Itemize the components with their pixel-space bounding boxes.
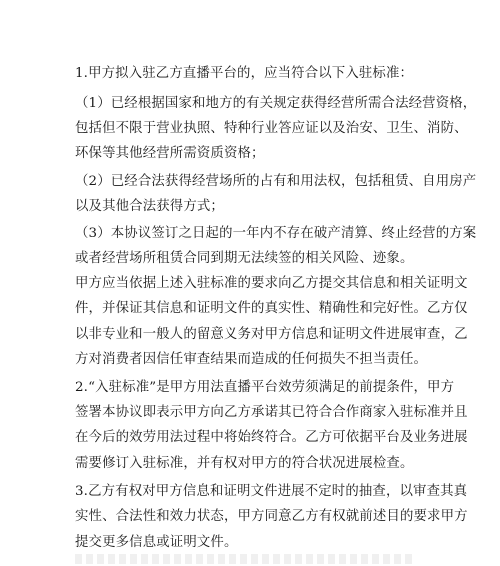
text-line: 签署本协议即表示甲方向乙方承诺其已符合合作商家入驻标准并且 [75,405,468,420]
text-line: 1.甲方拟入驻乙方直播平台的，应当符合以下入驻标准： [75,66,414,81]
text-line: 实性、合法性和效力状态，甲方同意乙方有权就前述目的要求甲方 [75,509,468,524]
text-line: 提交更多信息或证明文件。 [75,535,238,550]
text-line: 需要修订入驻标准，并有权对甲方的符合状况进展检查。 [75,456,414,471]
text-line: 甲方应当依据上述入驻标准的要求向乙方提交其信息和相关证明文 [75,276,468,291]
text-line: （3）本协议签订之日起的一年内不存在破产清算、终止经营的方案 [75,226,477,241]
text-line: 以非专业和一般人的留意义务对甲方信息和证明文件进展审查，乙 [75,327,468,342]
text-line: 3.乙方有权对甲方信息和证明文件进展不定时的抽查，以审查其真 [75,484,468,499]
text-line: 方对消费者因信任审查结果而造成的任何损失不担当责任。 [75,352,428,367]
text-line: 件，并保证其信息和证明文件的真实性、精确性和完好性。乙方仅 [75,301,468,316]
text-line: 包括但不限于营业执照、特种行业答应证以及治安、卫生、消防、 [75,121,468,136]
text-line: 2.“入驻标准”是甲方用法直播平台效劳须满足的前提条件，甲方 [75,380,455,395]
text-line: （2）已经合法获得经营场所的占有和用法权，包括租赁、自用房产 [75,174,477,189]
faded-bottom-text [75,554,415,564]
text-line: 在今后的效劳用法过程中将始终符合。乙方可依据平台及业务进展 [75,430,468,445]
text-line: 环保等其他经营所需资质资格； [75,146,265,161]
text-line: 以及其他合法获得方式； [75,199,224,214]
text-line: 或者经营场所租赁合同到期无法续签的相关风险、迹象。 [75,251,414,266]
text-line: （1）已经根据国家和地方的有关规定获得经营所需合法经营资格， [75,96,477,111]
